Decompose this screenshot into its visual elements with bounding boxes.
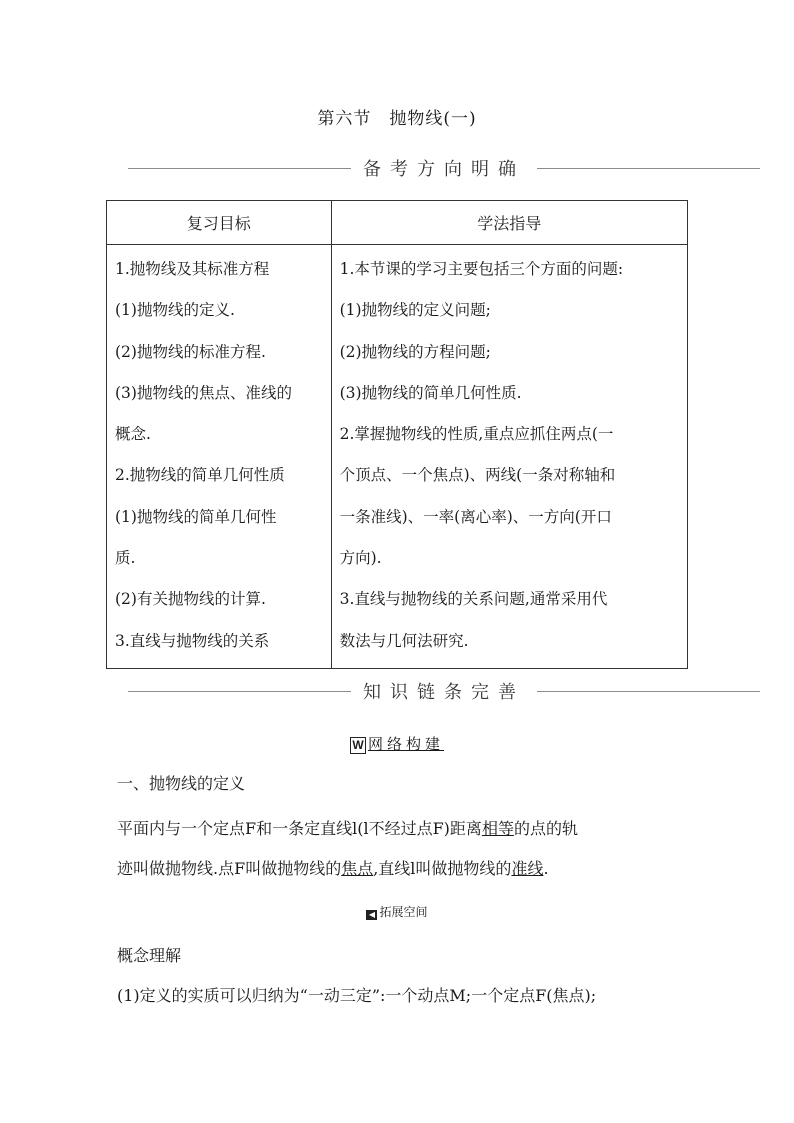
text-span: 迹叫做抛物线.点F叫做抛物线的 <box>117 859 342 878</box>
network-build-heading <box>0 733 794 754</box>
list-item: 3.直线与抛物线的关系 <box>115 631 270 650</box>
banner-rule-right <box>537 168 760 169</box>
list-item: 质. <box>115 549 136 568</box>
definition-line-1 <box>117 812 692 845</box>
review-goals-cell <box>107 245 332 669</box>
list-item: 一条准线)、一率(离心率)、一方向(开口 <box>339 507 612 526</box>
list-item: 1.本节课的学习主要包括三个方面的问题: <box>339 260 624 278</box>
header-review-goals: 复习目标 <box>107 201 332 245</box>
text-span: . <box>543 859 549 878</box>
header-study-guidance: 学法指导 <box>331 201 687 245</box>
network-label: 网络构建 <box>367 735 444 753</box>
list-item: 2.掌握抛物线的性质,重点应抓住两点(一 <box>339 425 614 444</box>
study-guide-table <box>106 200 688 669</box>
list-item: 方向). <box>339 549 382 568</box>
key-term-focus: 焦点 <box>341 859 374 878</box>
list-item: 3.直线与抛物线的关系问题,通常采用代 <box>339 590 608 609</box>
expand-text: 拓展空间 <box>379 905 428 919</box>
banner-text: 备考方向明确 <box>363 159 525 180</box>
text-span: 平面内与一个定点F和一条定直线l(l不经过点F)距离 <box>117 819 482 838</box>
banner-rule-left <box>128 168 351 169</box>
key-term-equal: 相等 <box>481 819 514 838</box>
list-item: 2.抛物线的简单几何性质 <box>115 466 285 485</box>
section-banner-knowledge-chain <box>128 678 760 704</box>
banner-rule-right <box>537 691 760 692</box>
list-item: (2)有关抛物线的计算. <box>115 590 266 609</box>
speaker-icon: ◀ <box>366 910 377 920</box>
concept-line-1: (1)定义的实质可以归纳为“一动三定”:一个动点M;一个定点F(焦点); <box>117 986 597 1005</box>
list-item: (1)抛物线的定义. <box>115 301 235 320</box>
concept-heading: 概念理解 <box>117 946 182 965</box>
key-term-directrix: 准线 <box>511 859 544 878</box>
list-item: (1)抛物线的简单几何性 <box>115 507 277 526</box>
list-item: 个顶点、一个焦点)、两线(一条对称轴和 <box>339 466 616 485</box>
text-span: ,直线l叫做抛物线的 <box>373 859 512 878</box>
banner-rule-left <box>128 691 351 692</box>
table-body-row <box>107 245 688 669</box>
list-item: (1)抛物线的定义问题; <box>339 301 491 320</box>
network-w-icon: W <box>350 737 366 754</box>
list-item: 概念. <box>115 425 151 444</box>
list-item: (3)抛物线的简单几何性质. <box>339 383 522 402</box>
page-title: 第六节 抛物线(一) <box>317 109 477 129</box>
banner-text: 知识链条完善 <box>363 682 525 703</box>
study-guidance-cell <box>331 245 687 669</box>
table-header-row <box>107 201 688 245</box>
list-item: (2)抛物线的标准方程. <box>115 342 266 361</box>
definition-line-2 <box>117 852 692 885</box>
expand-space-label <box>0 903 794 920</box>
section-heading-definition: 一、抛物线的定义 <box>117 774 246 793</box>
list-item: 1.抛物线及其标准方程 <box>115 260 270 278</box>
list-item: (3)抛物线的焦点、准线的 <box>115 383 292 402</box>
list-item: 数法与几何法研究. <box>339 631 469 650</box>
text-span: 的点的轨 <box>513 819 578 838</box>
list-item: (2)抛物线的方程问题; <box>339 342 491 361</box>
section-banner-exam-direction <box>128 155 760 181</box>
